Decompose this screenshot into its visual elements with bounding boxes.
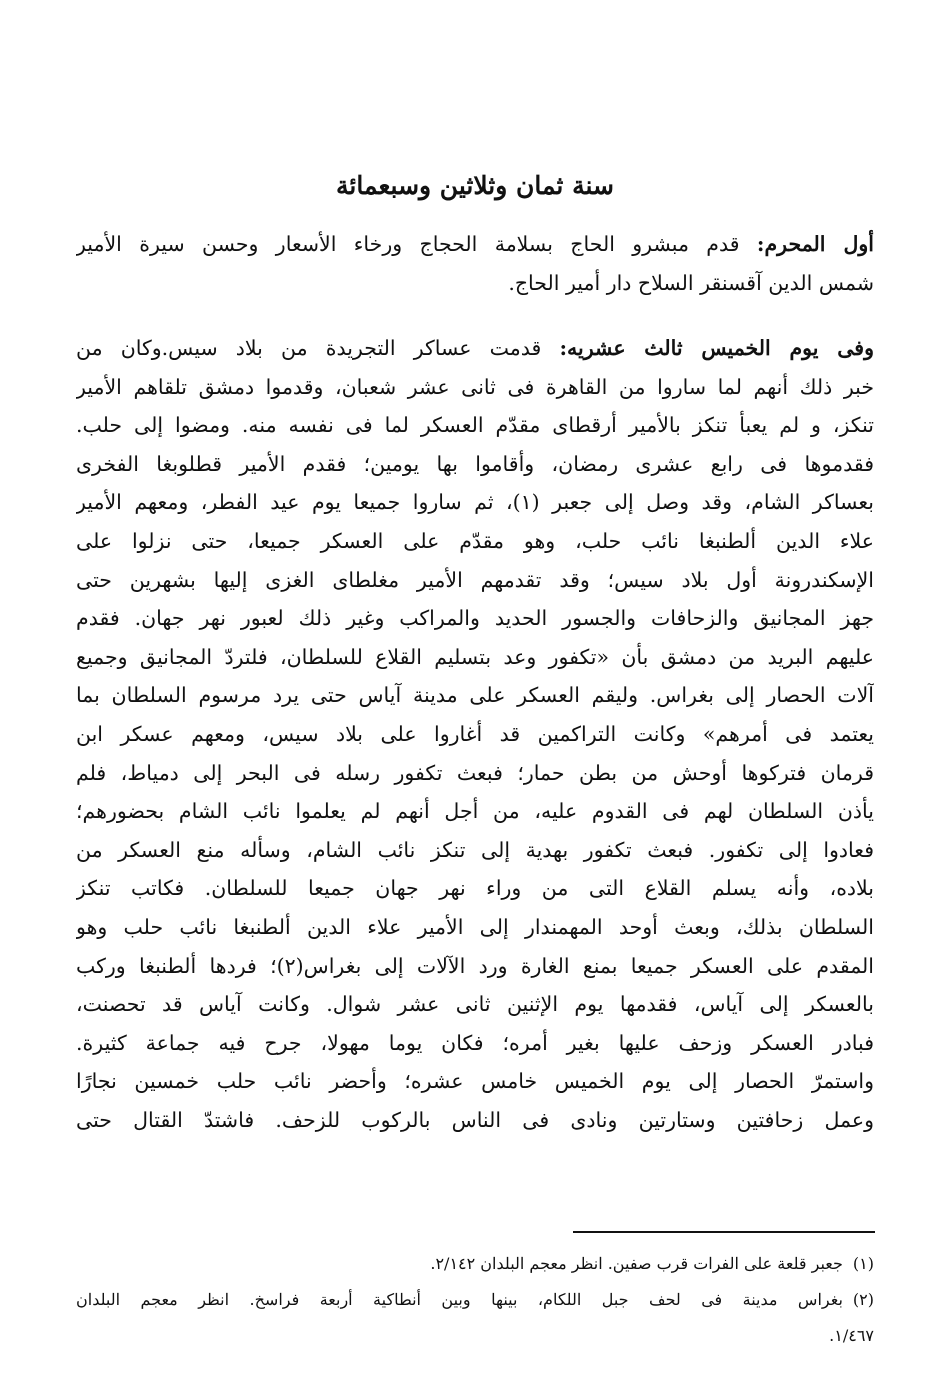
footnote-1 [76, 1246, 874, 1282]
text-line: آلات الحصار إلى بغراس. وليقم العسكر على مدينة آياس حتى يرد مرسوم السلطان بما [76, 683, 874, 708]
text-line: بعساكر الشام، وقد وصل إلى جعبر (١)، ثم ساروا جميعا يوم عيد الفطر، ومعهم الأمير [76, 490, 874, 515]
footnote-text: جعبر قلعة على الفرات قرب صفين. انظر معجم البلدان ٢/١٤٢. [430, 1254, 843, 1273]
text-line: شمس الدين آقسنقر السلاح دار أمير الحاج. [508, 270, 874, 295]
footnote-number: (١) [852, 1254, 874, 1273]
text-line: السلطان بذلك، وبعث أوحد المهمندار إلى الأمير علاء الدين ألطنبغا نائب حلب وهو [76, 914, 874, 939]
paragraph-lead: وفى يوم الخميس ثالث عشريه: [559, 336, 874, 360]
text-line: قرمان فتركوها أوحش من بطن حمار؛ فبعث تكفور رسله فى البحر إلى دمياط، فلم [76, 760, 874, 785]
text-line: الإسكندرونة أول بلاد سيس؛ وقد تقدمهم الأمير مغلطاى الغزى إليها بشهرين حتى [76, 567, 874, 592]
paragraph-muharram [76, 225, 874, 302]
text-line: وفى يوم الخميس ثالث عشريه: قدمت عساكر التجريدة من بلاد سيس.وكان من [76, 336, 874, 360]
text-line: فعادوا إلى تكفور. فبعث تكفور بهدية إلى تنكز نائب الشام، وسأله منع العسكر من [76, 837, 874, 862]
paragraph-thursday [76, 329, 874, 1139]
text-line: خبر ذلك أنهم لما ساروا من القاهرة فى ثانى عشر شعبان، وقدموا دمشق تلقاهم الأمير [76, 374, 874, 399]
footnote-number: (٢) [852, 1290, 874, 1309]
text-line: جهز المجانيق والزحافات والجسور الحديد والمراكب وغير ذلك لعبور نهر جهان. فقدم [76, 606, 874, 631]
text-line: يأذن السلطان لهم فى القدوم عليه، من أجل أنهم لم يعلموا نائب الشام بحضورهم؛ [76, 799, 874, 824]
footnote-text: بغراس مدينة فى لحف جبل اللكام، بينها وبين أنطاكية أربعة فراسخ. انظر معجم البلدان [76, 1290, 843, 1309]
text-line: أول المحرم: قدم مبشرو الحاج بسلامة الحجاج ورخاء الأسعار وحسن سيرة الأمير [76, 232, 874, 256]
text-line: علاء الدين ألطنبغا نائب حلب، وهو مقدّم على العسكر جميعا، حتى نزلوا على [76, 528, 874, 553]
text-line: المقدم على العسكر جميعا بمنع الغارة ورد الآلات إلى بغراس(٢)؛ فردها ألطنبغا وركب [76, 953, 874, 978]
text-line: يعتمد فى أمرهم» وكانت التراكمين قد أغاروا على بلاد سيس، ومعهم عسكر ابن [76, 721, 874, 746]
footnote-2 [76, 1282, 874, 1318]
chapter-title: سنة ثمان وثلاثين وسبعمائة [336, 171, 614, 200]
text-line: تنكز، و لم يعبأ تنكز بالأمير أرقطاى مقدّم العسكر لما فى نفسه منه. ومضوا إلى حلب. [76, 413, 874, 438]
paragraph-lead: أول المحرم: [756, 232, 874, 256]
text-line: عليهم البريد من دمشق بأن «تكفور وعد بتسليم القلاع للسلطان، فلتردّ المجانيق وجميع [76, 644, 874, 669]
text-line: واستمرّ الحصار إلى يوم الخميس خامس عشره؛ وأحضر نائب حلب خمسين نجارًا [76, 1069, 874, 1094]
text-line: بلاده، وأنه يسلم القلاع التى من وراء نهر جهان جميعا للسلطان. فكاتب تنكز [76, 876, 874, 901]
footnotes [76, 1246, 874, 1354]
text-line: وعمل زحافتين وستارتين ونادى فى الناس بالركوب للزحف. فاشتدّ القتال حتى [76, 1107, 874, 1132]
text-line: بالعسكر إلى آياس، فقدمها يوم الإثنين ثانى عشر شوال. وكانت آياس قد تحصنت، [76, 992, 874, 1017]
footnote-separator [573, 1231, 875, 1233]
footnote-2-continuation: ١/٤٦٧. [829, 1326, 874, 1345]
text-line: فقدموها فى رابع عشرى رمضان، وأقاموا بها يومين؛ فقدم الأمير قطلوبغا الفخرى [76, 451, 874, 476]
text-line: فبادر العسكر وزحف عليها بغير أمره؛ فكان يوما مهولا، جرح فيه جماعة كثيرة. [76, 1030, 874, 1055]
